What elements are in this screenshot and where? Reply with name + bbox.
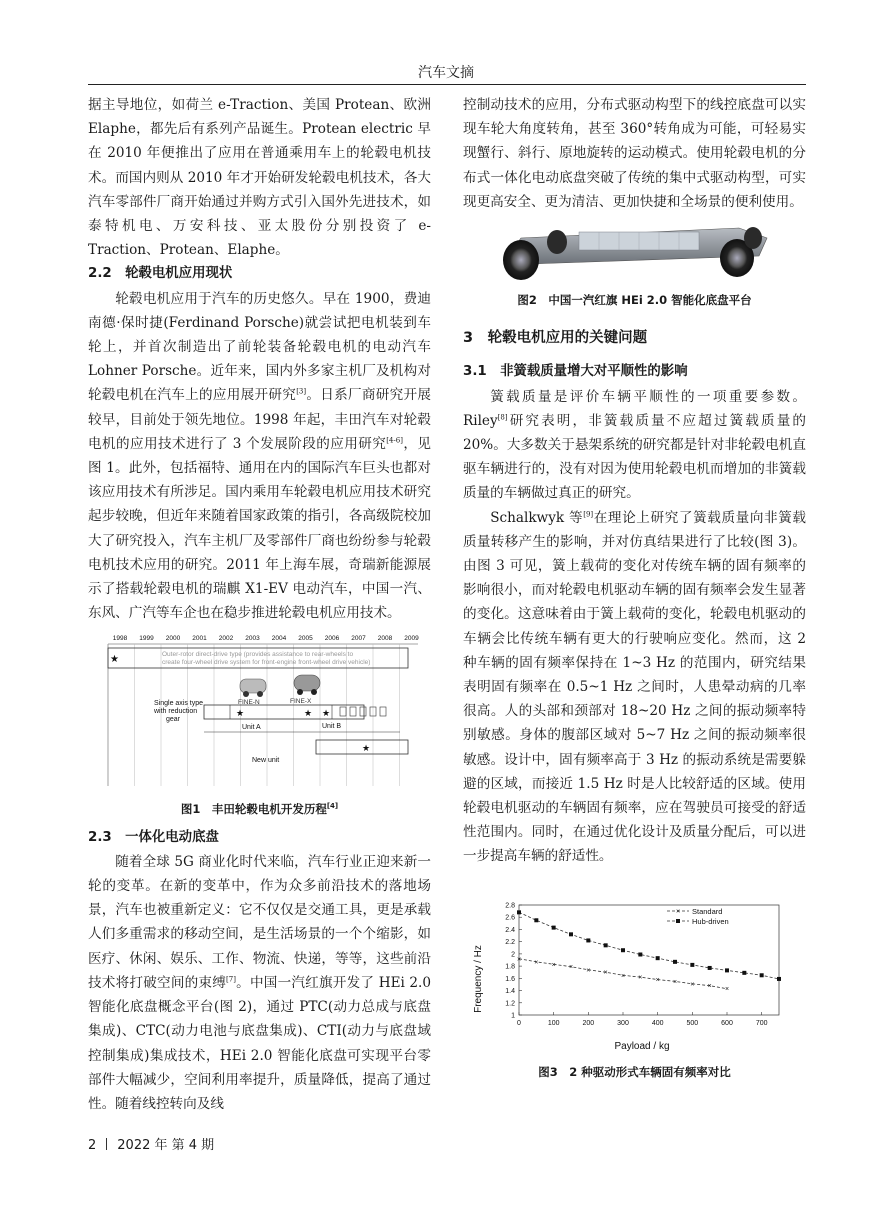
right-paragraph-3: Schalkwyk 等[9]在理论上研究了簧载质量向非簧载质量转移产生的影响，并对仿真结果进行了比较(图 3)。由图 3 可见，簧上载荷的变化对传统车辆的固有频率的影响很小，而对轮毂电机驱动车辆的固有频率会发生显著的变化。这意味着由于簧上载荷的变化，轮毂电机驱动的车辆会比传统车辆有更大的行驶响应变化。然而，这 2 种车辆的固有频率保持在 1~3 Hz 的范围内，研究结果表明固有频率在 0.5~1 Hz 之间时，人患晕动病的几率很高。人的头部和颈部对 18~20 Hz 之间的振动频率特别敏感。身体的腹部区域对 5~7 Hz 之间的振动频率很敏感。设计中，固有频率高于 3 Hz 的振动系统是需要躲避的区域，而接近 1.5 Hz 时是人比较舒适的区域。使用轮毂电机驱动的车辆固有频率，应在驾驶员可接受的舒适性范围内。同时，在通过优化设计及质量分配后，可以进一步提高车辆的舒适性。 — [463, 509, 806, 865]
point-Hub-driven — [690, 963, 694, 967]
x-tick-label: 500 — [686, 1019, 699, 1027]
journal-header: 汽车文摘 — [418, 65, 474, 81]
section-2-3-heading: 2.3 一体化电动底盘 — [88, 829, 219, 845]
ref-8: [8] — [497, 413, 508, 422]
x-tick-label: 600 — [721, 1019, 733, 1027]
fine-x-car-icon — [294, 675, 320, 691]
point-Standard: × — [534, 959, 539, 967]
outer-rotor-label-2: create four-wheel drive system for front-engine front-wheel drive vehicle) — [162, 659, 371, 667]
timeline-year-2007: 2007 — [351, 635, 366, 643]
point-Standard: × — [638, 974, 643, 982]
point-Standard: × — [620, 972, 626, 980]
point-Hub-driven — [742, 971, 746, 975]
outer-rotor-label: Outer-rotor direct-drive type (provides assistance to rear-wheels to — [162, 651, 354, 659]
x-tick-label: 400 — [651, 1019, 664, 1027]
x-tick-label: 300 — [617, 1019, 629, 1027]
timeline-year-2006: 2006 — [324, 635, 340, 643]
point-Standard: × — [516, 955, 522, 963]
left-column — [88, 93, 431, 1116]
right-paragraph-2: 簧载质量是评价车辆平顺性的一项重要参数。Riley[8]研究表明，非簧载质量不应超过簧载质量的 20%。大多数关于悬架系统的研究都是针对非轮毂电机直驱车辆进行的，没有对因为使用轮毂电机而增加的非簧载质量的车辆做过真正的研究。 — [463, 388, 806, 502]
timeline-year-2002: 2002 — [218, 635, 234, 643]
point-Hub-driven — [586, 938, 590, 942]
point-Standard: × — [690, 981, 695, 989]
ref-7: [7] — [226, 975, 236, 984]
timeline-year-1998: 1998 — [112, 635, 128, 643]
y-tick-label: 2.2 — [505, 938, 515, 946]
point-Standard: × — [724, 985, 730, 993]
timeline-year-2008: 2008 — [377, 635, 393, 643]
section-3-heading: 3 轮毂电机应用的关键问题 — [463, 330, 648, 347]
point-Hub-driven — [604, 943, 608, 947]
chart-y-axis-label: Frequency / Hz — [473, 944, 484, 1013]
chart-x-axis-label: Payload / kg — [614, 1040, 670, 1052]
point-Standard: × — [672, 978, 678, 986]
wheel-front-left — [503, 240, 539, 280]
y-tick-label: 1.8 — [505, 963, 515, 971]
issue-label: 2022 年 第 4 期 — [117, 1138, 215, 1153]
fine-x-label: FINE-X — [290, 698, 312, 706]
right-paragraph-1: 控制动技术的应用，分布式驱动构型下的线控底盘可以实现车轮大角度转角，甚至 360°转角成为可能，可轻易实现蟹行、斜行、原地旋转的运动模式。使用轮毂电机的分布式一体化电动底盘突破了传统的集中式驱动构型，可实现更高安全、更为清洁、更加快捷和全场景的便利使用。 — [463, 97, 806, 210]
figure-2-hei-chassis — [469, 220, 799, 282]
unit-b-label: Unit B — [322, 723, 342, 731]
timeline-year-2005: 2005 — [298, 635, 313, 643]
point-Hub-driven — [708, 966, 712, 970]
left-paragraph-1: 据主导地位，如荷兰 e-Traction、美国 Protean、欧洲 Elaphe，都先后有系列产品诞生。Protean electric 早在 2010 年便推出了应用在普通乘用车上的轮毂电机技术。而国内则从 2010 年才开始研发轮毂电机技术，各大汽车零部件厂商开始通过并购方式引入国外先进技术，如泰特机电、万安科技、亚太股份分别投资了 e-Traction、Protean、Elaphe。 — [88, 97, 431, 259]
x-tick-label: 200 — [582, 1019, 595, 1027]
y-tick-label: 2 — [511, 951, 515, 959]
x-tick-label: 100 — [547, 1019, 560, 1027]
footer-divider — [106, 1138, 107, 1150]
point-Hub-driven — [569, 932, 573, 936]
timeline-year-2003: 2003 — [245, 635, 260, 643]
figure-1-caption: 图1 丰田轮毂电机开发历程[4] — [180, 802, 339, 817]
fine-n-car-icon — [240, 679, 266, 693]
timeline-year-labels — [113, 635, 419, 642]
y-tick-label: 1 — [511, 1012, 515, 1020]
timeline-year-2004: 2004 — [271, 635, 287, 643]
ref-9: [9] — [583, 510, 594, 519]
x-tick-label: 700 — [755, 1019, 768, 1027]
point-Hub-driven — [673, 960, 677, 964]
unit-b-dashes — [340, 707, 386, 716]
point-Standard: × — [551, 961, 556, 969]
star-unit-a: ★ — [236, 708, 245, 719]
point-Standard: × — [707, 982, 712, 990]
x-tick-label: 0 — [517, 1019, 521, 1027]
point-Hub-driven — [777, 977, 781, 981]
series-line-Hub-driven — [516, 912, 779, 982]
star-unit-b-2: ★ — [322, 708, 331, 719]
section-2-2-heading: 2.2 轮毂电机应用现状 — [88, 266, 233, 282]
timeline-year-1999: 1999 — [139, 635, 154, 643]
timeline-year-2009: 2009 — [404, 635, 419, 643]
svg-text:×: × — [675, 908, 681, 916]
point-Hub-driven — [534, 918, 538, 922]
page-number: 2 — [88, 1138, 97, 1153]
toyota-timeline-svg — [100, 631, 420, 791]
point-Standard: × — [603, 969, 608, 977]
section-3-1-heading: 3.1 非簧载质量增大对平顺性的影响 — [463, 364, 688, 380]
page-footer — [88, 1134, 214, 1153]
unit-a-label: Unit A — [242, 724, 261, 732]
point-Hub-driven — [517, 910, 521, 914]
star-unit-b-1: ★ — [304, 708, 313, 719]
y-tick-label: 1.4 — [505, 987, 515, 995]
y-tick-label: 2.8 — [505, 902, 515, 910]
ref-3: [3] — [296, 387, 307, 396]
point-Standard: × — [568, 963, 574, 971]
y-tick-label: 2.6 — [505, 914, 515, 922]
chart-frame — [516, 905, 779, 1015]
point-Hub-driven — [621, 948, 625, 952]
chassis-illustration — [469, 220, 799, 282]
single-axis-label: Single axis type — [154, 700, 204, 708]
frequency-chart-svg — [467, 899, 797, 1054]
header-rule — [88, 84, 806, 85]
point-Hub-driven — [725, 968, 729, 972]
timeline-year-2001: 2001 — [192, 635, 207, 643]
legend-label-Hub-driven: Hub-driven — [692, 916, 729, 926]
point-Hub-driven — [552, 925, 556, 929]
y-tick-label: 1.6 — [505, 975, 515, 983]
left-paragraph-2: 轮毂电机应用于汽车的历史悠久。早在 1900，费迪南德·保时捷(Ferdinand Porsche)就尝试把电机装到车轮上，并首次制造出了前轮装备轮毂电机的电动汽车 Lohner Porsche。近年来，国内外多家主机厂及机构对轮毂电机在汽车上的应用展开研究[3]。日系厂商研究开展较早，目前处于领先地位。1998 年起，丰田汽车对轮毂电机的应用技术进行了 3 个发展阶段的应用研究[4-6]，见图 1。此外，包括福特、通用在内的国际汽车巨头也都对该应用技术有所涉足。国内乘用车轮毂电机应用技术研究起步较晚，但近年来随着国家政策的指引，各高级院校加大了研究投入，汽车主机厂及零部件厂商也纷纷参与轮毂电机技术应用的研究。2011 年上海车展，奇瑞新能源展示了搭载轮毂电机的瑞麒 X1-EV 电动汽车，中国一汽、东风、广汽等车企也在稳步推进轮毂电机应用技术。 — [88, 290, 432, 622]
y-tick-label: 1.2 — [505, 999, 515, 1007]
left-paragraph-3: 随着全球 5G 商业化时代来临，汽车行业正迎来新一轮的变革。在新的变革中，作为众多前沿技术的落地场景，汽车也被重新定义：它不仅仅是交通工具，更是承载人们多重需求的移动空间，是生活场景的一个个缩影，如医疗、休闲、娱乐、工作、物流、快递，等等，这些前沿技术将打破空间的束缚[7]。中国一汽红旗开发了 HEi 2.0 智能化底盘概念平台(图 2)，通过 PTC(动力总成与底盘集成)、CTC(动力电池与底盘集成)、CTI(动力与底盘域控制集成)集成技术，HEi 2.0 智能化底盘可实现平台零部件大幅减少，空间利用率提升，质量降低，提高了通过性。随着线控转向及线 — [88, 853, 431, 1112]
legend-label-Standard: Standard — [692, 906, 723, 916]
figure-3-caption: 图3 2 种驱动形式车辆固有频率对比 — [538, 1064, 731, 1079]
point-Hub-driven — [760, 973, 764, 977]
point-Hub-driven — [638, 952, 642, 956]
y-tick-label: 2.4 — [505, 926, 515, 934]
point-Standard: × — [655, 976, 660, 984]
figure-1-toyota-timeline — [100, 631, 420, 791]
single-axis-label-3: gear — [166, 716, 181, 724]
right-column — [463, 93, 806, 1088]
star-1998: ★ — [110, 654, 119, 666]
point-Standard: × — [586, 966, 591, 974]
fine-n-label: FINE-N — [238, 699, 260, 707]
figure-2-caption: 图2 中国一汽红旗 HEi 2.0 智能化底盘平台 — [517, 293, 752, 308]
star-new-unit: ★ — [362, 743, 371, 754]
figure-3-frequency-chart — [467, 899, 797, 1054]
new-unit-label: New unit — [252, 757, 280, 765]
ref-4-6: [4-6] — [386, 436, 403, 445]
timeline-year-2000: 2000 — [165, 635, 181, 643]
point-Hub-driven — [656, 956, 660, 960]
single-axis-label-2: with reduction — [154, 708, 198, 716]
